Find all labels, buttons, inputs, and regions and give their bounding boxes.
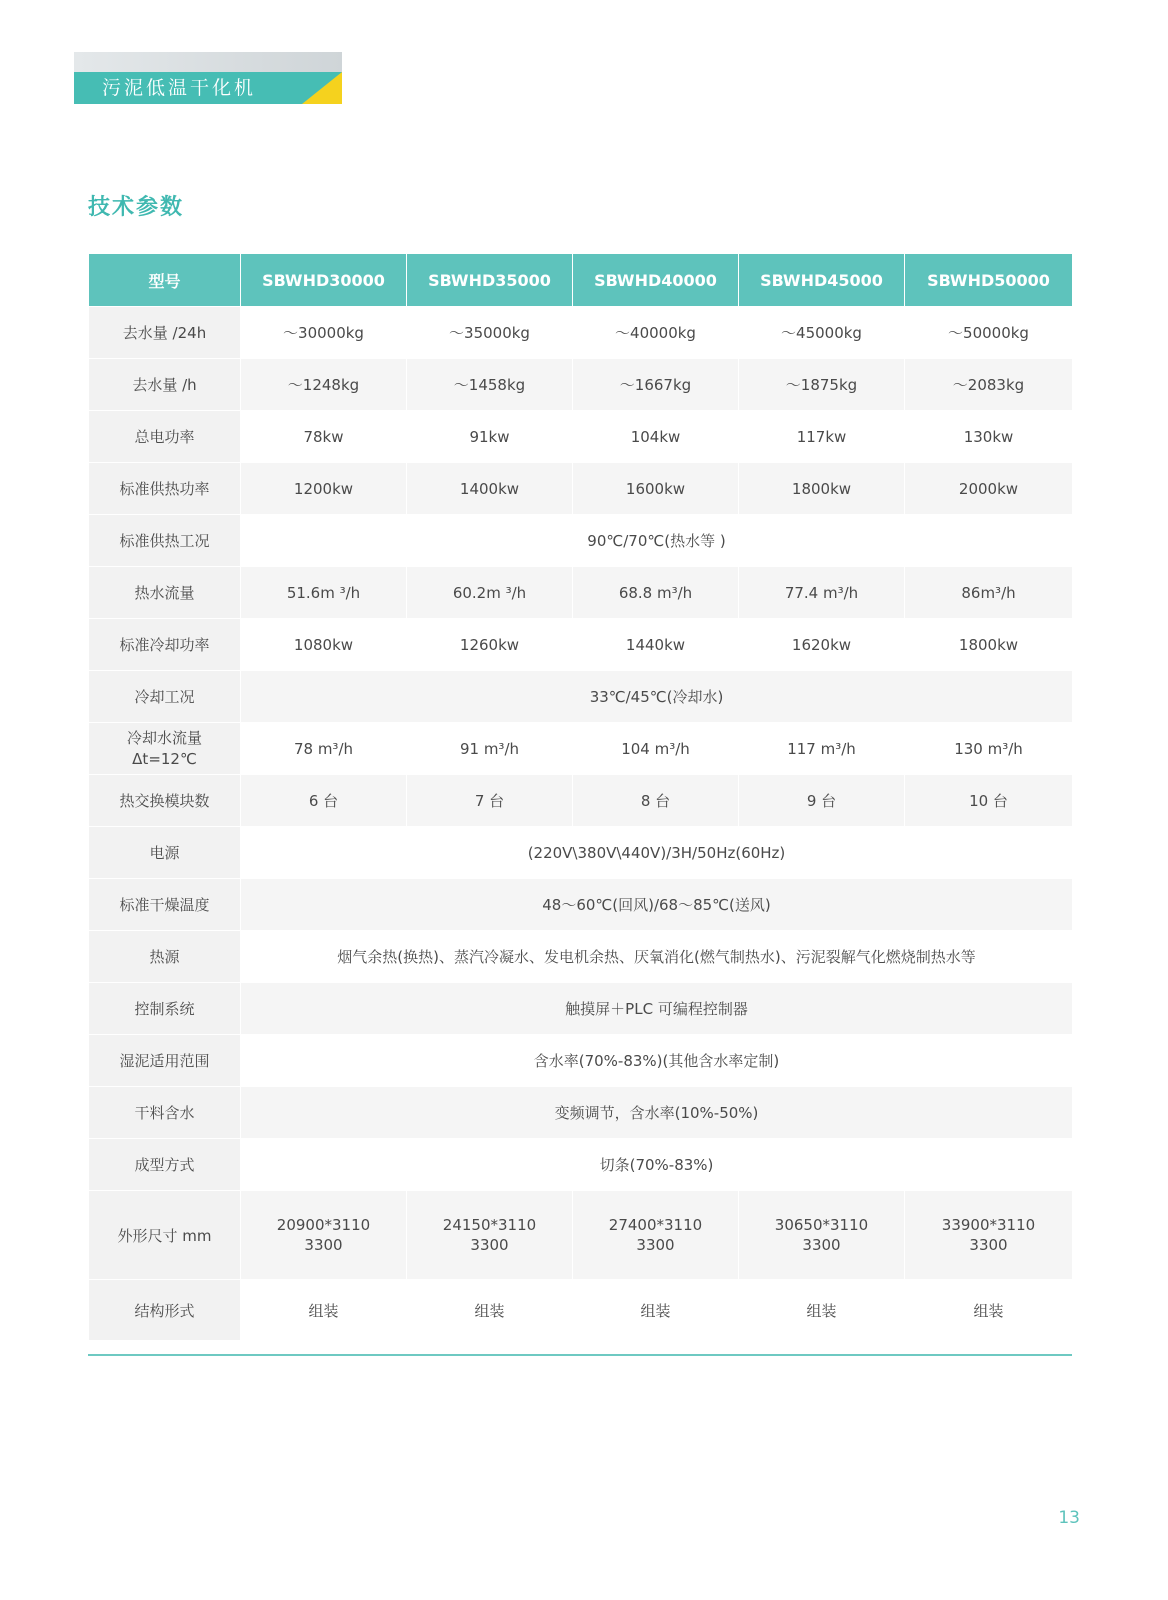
row-label-line2: Δt=12℃ (132, 749, 197, 768)
table-row (89, 359, 1073, 411)
row-value: 6 台 (241, 775, 407, 827)
banner-title: 污泥低温干化机 (102, 77, 257, 99)
dimension-line1: 33900*3110 (941, 1215, 1036, 1234)
page-banner (74, 52, 342, 104)
row-label: 去水量 /24h (89, 307, 241, 359)
dimension-line1: 20900*3110 (276, 1215, 371, 1234)
dimension-line1: 27400*3110 (608, 1215, 703, 1234)
row-value: 130kw (905, 411, 1073, 463)
row-value: ～1667kg (573, 359, 739, 411)
row-label: 标准供热工况 (89, 515, 241, 567)
row-label: 干料含水 (89, 1087, 241, 1139)
banner-top-strip (74, 52, 342, 72)
banner-yellow-wedge (302, 72, 342, 104)
table-row (89, 411, 1073, 463)
spec-table (88, 253, 1073, 1341)
dimension-line2: 3300 (304, 1236, 343, 1254)
row-label: 成型方式 (89, 1139, 241, 1191)
row-value: ～45000kg (739, 307, 905, 359)
row-label: 冷却工况 (89, 671, 241, 723)
row-value: 1260kw (407, 619, 573, 671)
row-value-span: 90℃/70℃(热水等 ) (241, 515, 1073, 567)
dimension-line2: 3300 (470, 1236, 509, 1254)
row-value: 78kw (241, 411, 407, 463)
row-value: ～1458kg (407, 359, 573, 411)
row-value: 组装 (407, 1280, 573, 1341)
row-value (739, 1191, 905, 1280)
header-cell-sbwhd50000: SBWHD50000 (905, 254, 1073, 307)
header-cell-sbwhd40000: SBWHD40000 (573, 254, 739, 307)
spec-table-head (89, 254, 1073, 307)
header-cell-model: 型号 (89, 254, 241, 307)
row-value: 组装 (241, 1280, 407, 1341)
table-row (89, 307, 1073, 359)
row-value-span: 48～60℃(回风)/68～85℃(送风) (241, 879, 1073, 931)
row-label: 去水量 /h (89, 359, 241, 411)
row-value: 86m³/h (905, 567, 1073, 619)
row-value: 组装 (905, 1280, 1073, 1341)
row-value-span: 变频调节，含水率(10%-50%) (241, 1087, 1073, 1139)
row-value: 10 台 (905, 775, 1073, 827)
row-value: 1800kw (739, 463, 905, 515)
row-value: 1600kw (573, 463, 739, 515)
table-row (89, 1280, 1073, 1341)
row-value (905, 1191, 1073, 1280)
table-row (89, 775, 1073, 827)
header-cell-sbwhd30000: SBWHD30000 (241, 254, 407, 307)
row-value-span: 33℃/45℃(冷却水) (241, 671, 1073, 723)
table-row (89, 567, 1073, 619)
row-label: 电源 (89, 827, 241, 879)
spec-table-wrapper (88, 253, 1072, 1341)
row-value: ～2083kg (905, 359, 1073, 411)
row-label: 标准冷却功率 (89, 619, 241, 671)
page-number: 13 (1058, 1508, 1080, 1528)
row-label (89, 723, 241, 775)
table-row (89, 1087, 1073, 1139)
row-value-span: 切条(70%-83%) (241, 1139, 1073, 1191)
bottom-divider (88, 1354, 1072, 1356)
table-row (89, 671, 1073, 723)
row-value: 104kw (573, 411, 739, 463)
row-value: 60.2m ³/h (407, 567, 573, 619)
table-header-row (89, 254, 1073, 307)
row-value: ～1248kg (241, 359, 407, 411)
row-value: ～50000kg (905, 307, 1073, 359)
row-label: 热源 (89, 931, 241, 983)
row-label: 控制系统 (89, 983, 241, 1035)
table-row (89, 1035, 1073, 1087)
row-value: 9 台 (739, 775, 905, 827)
row-value: 117kw (739, 411, 905, 463)
row-value: 117 m³/h (739, 723, 905, 775)
dimension-line2: 3300 (969, 1236, 1008, 1254)
row-value: 1620kw (739, 619, 905, 671)
row-label: 总电功率 (89, 411, 241, 463)
dimension-line1: 30650*3110 (774, 1215, 869, 1234)
section-title: 技术参数 (88, 195, 185, 220)
table-row (89, 1191, 1073, 1280)
row-value: ～30000kg (241, 307, 407, 359)
row-value: 91 m³/h (407, 723, 573, 775)
row-value: 77.4 m³/h (739, 567, 905, 619)
table-row (89, 723, 1073, 775)
table-row (89, 931, 1073, 983)
row-label: 标准供热功率 (89, 463, 241, 515)
row-value: 1080kw (241, 619, 407, 671)
row-value: 1440kw (573, 619, 739, 671)
row-label: 结构形式 (89, 1280, 241, 1341)
row-value: 1200kw (241, 463, 407, 515)
row-value: 68.8 m³/h (573, 567, 739, 619)
row-label: 热水流量 (89, 567, 241, 619)
row-value: 1400kw (407, 463, 573, 515)
table-row (89, 463, 1073, 515)
row-value: 91kw (407, 411, 573, 463)
row-value (407, 1191, 573, 1280)
row-value-span: 烟气余热(换热)、蒸汽冷凝水、发电机余热、厌氧消化(燃气制热水)、污泥裂解气化燃烧制热水等 (241, 931, 1073, 983)
row-value: 7 台 (407, 775, 573, 827)
row-value: 组装 (573, 1280, 739, 1341)
row-value-span: 触摸屏＋PLC 可编程控制器 (241, 983, 1073, 1035)
row-value: 8 台 (573, 775, 739, 827)
row-value: ～1875kg (739, 359, 905, 411)
row-value: 2000kw (905, 463, 1073, 515)
dimension-line2: 3300 (802, 1236, 841, 1254)
dimension-line2: 3300 (636, 1236, 675, 1254)
row-value (241, 1191, 407, 1280)
table-row (89, 1139, 1073, 1191)
row-value: 78 m³/h (241, 723, 407, 775)
table-row (89, 879, 1073, 931)
header-cell-sbwhd45000: SBWHD45000 (739, 254, 905, 307)
table-row (89, 827, 1073, 879)
header-cell-sbwhd35000: SBWHD35000 (407, 254, 573, 307)
row-value: 130 m³/h (905, 723, 1073, 775)
dimension-line1: 24150*3110 (442, 1215, 537, 1234)
table-row (89, 515, 1073, 567)
row-label-line1: 冷却水流量 (126, 729, 202, 748)
row-value: ～40000kg (573, 307, 739, 359)
table-row (89, 983, 1073, 1035)
row-value (573, 1191, 739, 1280)
row-value-span: 含水率(70%-83%)(其他含水率定制) (241, 1035, 1073, 1087)
row-value: 51.6m ³/h (241, 567, 407, 619)
row-label: 外形尺寸 mm (89, 1191, 241, 1280)
spec-table-body (89, 307, 1073, 1341)
row-value-span: (220V\380V\440V)/3H/50Hz(60Hz) (241, 827, 1073, 879)
row-value: ～35000kg (407, 307, 573, 359)
row-value: 组装 (739, 1280, 905, 1341)
table-row (89, 619, 1073, 671)
row-label: 湿泥适用范围 (89, 1035, 241, 1087)
row-value: 1800kw (905, 619, 1073, 671)
row-value: 104 m³/h (573, 723, 739, 775)
row-label: 热交换模块数 (89, 775, 241, 827)
row-label: 标准干燥温度 (89, 879, 241, 931)
